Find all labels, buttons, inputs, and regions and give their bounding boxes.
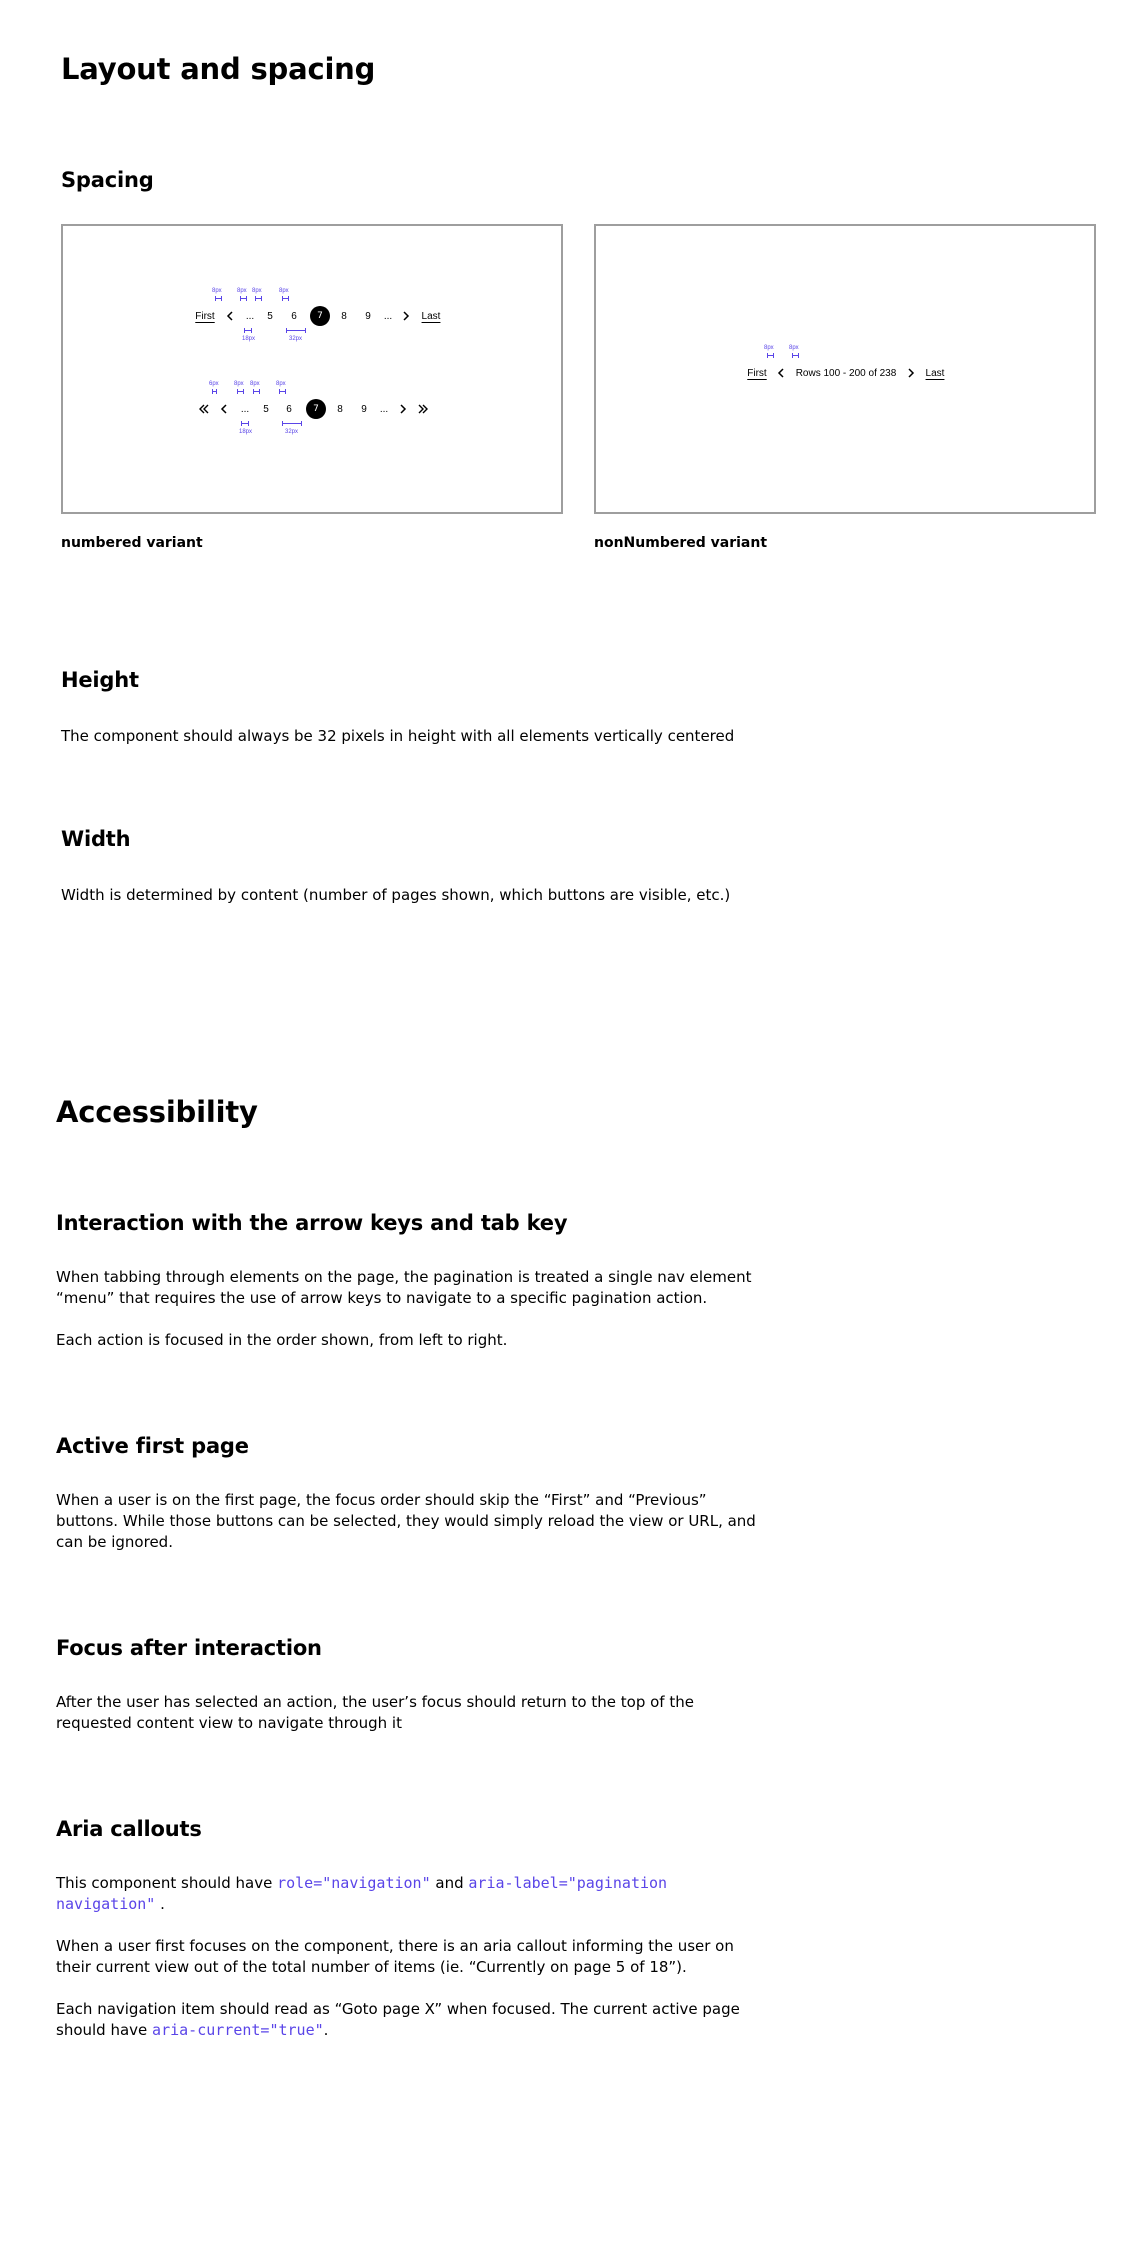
- spacing-annotation-line: [237, 391, 244, 392]
- active-first-heading: Active first page: [56, 1434, 249, 1458]
- spacing-annotation-line: [253, 391, 260, 392]
- width-annotation-line: [286, 330, 306, 331]
- double-chevron-left-icon[interactable]: [197, 393, 211, 425]
- aria-paragraph-2: When a user first focuses on the component, there is an aria callout informing the user on their current view out of the total number of items (ie. “Currently on page 5 of 18”).: [56, 1937, 734, 1976]
- focus-after-paragraph: After the user has selected an action, the user’s focus should return to the top of the requested content view to navigate through it: [56, 1693, 694, 1732]
- aria-text: This component should have: [56, 1874, 278, 1892]
- pagination-numbered-first-last: [193, 300, 463, 332]
- interaction-paragraph-2: Each action is focused in the order shown, from left to right.: [56, 1331, 508, 1349]
- interaction-paragraph-1: When tabbing through elements on the page, the pagination is treated a single nav element “menu” that requires the use of arrow keys to navigate to a specific pagination action.: [56, 1268, 752, 1307]
- page-ellipsis: ...: [240, 403, 250, 415]
- page-button-9[interactable]: 9: [361, 403, 367, 415]
- aria-code-role: role="navigation": [277, 1874, 431, 1892]
- rows-range-text: Rows 100 - 200 of 238: [795, 367, 897, 379]
- page-button-6[interactable]: 6: [291, 310, 297, 322]
- spacing-annotation-line: [282, 298, 289, 299]
- non-numbered-variant-caption: nonNumbered variant: [594, 535, 768, 551]
- width-annotation-line: [282, 423, 302, 424]
- chevron-right-icon[interactable]: [396, 393, 410, 425]
- numbered-variant-frame: [61, 224, 563, 514]
- spacing-annotation-line: [255, 298, 262, 299]
- height-text: The component should always be 32 pixels in height with all elements vertically centered: [61, 727, 735, 745]
- accessibility-title: Accessibility: [56, 1095, 258, 1129]
- spacing-annotation: 8px: [234, 381, 244, 387]
- pagination-numbered-double-arrows: [193, 393, 463, 425]
- spacing-annotation: 8px: [237, 288, 247, 294]
- last-link[interactable]: Last: [925, 367, 945, 379]
- spacing-annotation: 6px: [209, 381, 219, 387]
- chevron-right-icon[interactable]: [399, 300, 413, 332]
- spacing-annotation: 8px: [252, 288, 262, 294]
- spacing-annotation-line: [240, 298, 247, 299]
- width-annotation: 18px: [242, 336, 256, 342]
- page-button-5[interactable]: 5: [263, 403, 269, 415]
- focus-after-heading: Focus after interaction: [56, 1636, 322, 1660]
- spacing-annotation: 8px: [789, 345, 799, 351]
- page-button-8[interactable]: 8: [341, 310, 347, 322]
- page-button-7-active[interactable]: 7: [310, 306, 330, 326]
- page-ellipsis: ...: [383, 310, 393, 322]
- width-text: Width is determined by content (number of pages shown, which buttons are visible, etc.): [61, 886, 731, 904]
- spacing-annotation: 8px: [276, 381, 286, 387]
- page-button-7-active[interactable]: 7: [306, 399, 326, 419]
- width-heading: Width: [61, 827, 131, 851]
- width-annotation-line: [244, 330, 252, 331]
- first-link[interactable]: First: [747, 367, 767, 379]
- numbered-variant-caption: numbered variant: [61, 535, 203, 551]
- spacing-heading: Spacing: [61, 168, 154, 192]
- spacing-annotation-line: [279, 391, 286, 392]
- height-heading: Height: [61, 668, 139, 692]
- spacing-annotation-line: [792, 355, 799, 356]
- last-link[interactable]: Last: [421, 310, 441, 322]
- page-ellipsis: ...: [245, 310, 255, 322]
- width-annotation: 32px: [289, 336, 303, 342]
- aria-code-label: aria-label="pagination navigation": [56, 1874, 668, 1913]
- page-title: Layout and spacing: [61, 52, 376, 86]
- chevron-right-icon[interactable]: [904, 357, 918, 389]
- interaction-heading: Interaction with the arrow keys and tab key: [56, 1211, 568, 1235]
- aria-code-current: aria-current="true": [152, 2021, 324, 2039]
- spacing-annotation-line: [215, 298, 222, 299]
- active-first-paragraph: When a user is on the first page, the focus order should skip the “First” and “Previous” buttons. While those buttons can be selected, they would simply reload the view or URL, and can be ignored.: [56, 1491, 756, 1551]
- chevron-left-icon[interactable]: [217, 393, 231, 425]
- spacing-annotation-line: [767, 355, 774, 356]
- aria-paragraph-3: [56, 1999, 756, 2041]
- spacing-annotation-line: [212, 391, 217, 392]
- page-button-5[interactable]: 5: [267, 310, 273, 322]
- aria-heading: Aria callouts: [56, 1817, 202, 1841]
- width-annotation-line: [241, 423, 249, 424]
- chevron-left-icon[interactable]: [774, 357, 788, 389]
- aria-paragraph-1: [56, 1873, 756, 1915]
- first-link[interactable]: First: [195, 310, 215, 322]
- double-chevron-right-icon[interactable]: [416, 393, 430, 425]
- aria-text: and: [430, 1874, 469, 1892]
- page-button-9[interactable]: 9: [365, 310, 371, 322]
- page-ellipsis: ...: [379, 403, 389, 415]
- spacing-annotation: 8px: [212, 288, 222, 294]
- width-annotation: 18px: [239, 429, 253, 435]
- spacing-annotation: 8px: [279, 288, 289, 294]
- page-button-6[interactable]: 6: [286, 403, 292, 415]
- width-annotation: 32px: [285, 429, 299, 435]
- pagination-non-numbered: [746, 357, 966, 389]
- spacing-annotation: 8px: [764, 345, 774, 351]
- page-button-8[interactable]: 8: [337, 403, 343, 415]
- aria-text: .: [155, 1895, 165, 1913]
- aria-text: Each navigation item should read as “Goto page X” when focused. The current active page should have: [56, 2000, 740, 2039]
- aria-text: .: [323, 2021, 329, 2039]
- chevron-left-icon[interactable]: [223, 300, 237, 332]
- spacing-annotation: 8px: [250, 381, 260, 387]
- non-numbered-variant-frame: [594, 224, 1096, 514]
